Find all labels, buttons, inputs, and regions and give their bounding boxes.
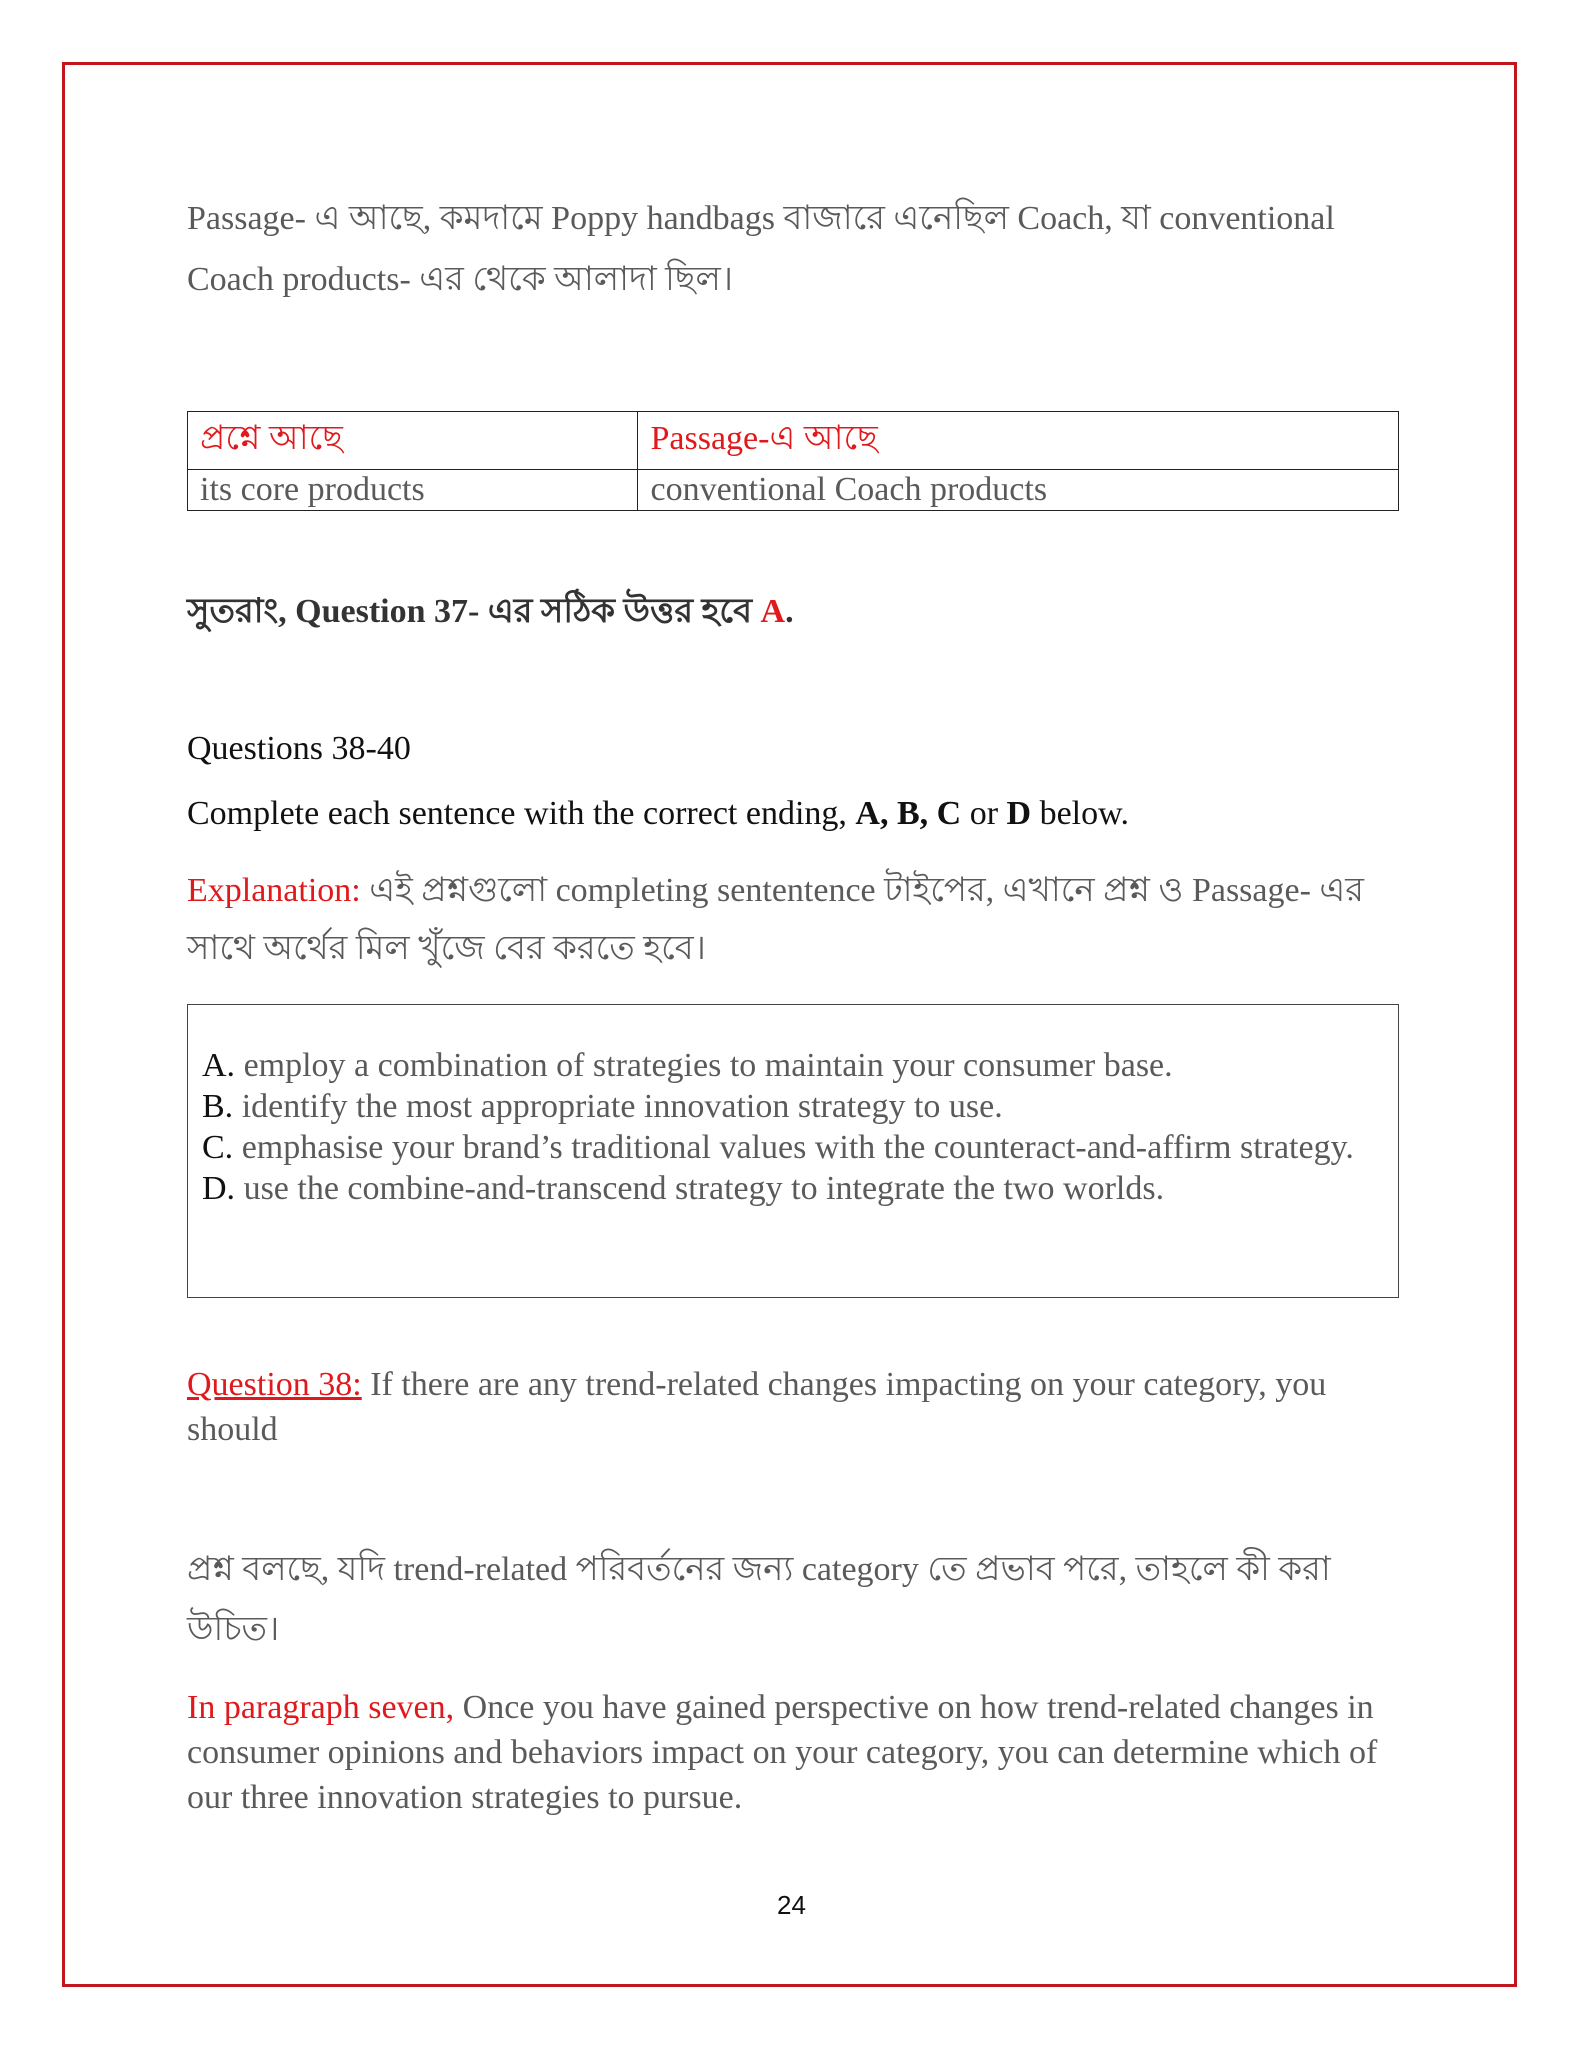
paragraph-seven-text: Once you have gained perspective on how trend-related changes in consumer opinions and behaviors impact on your category, you can determine which of our three innovation strategies to pursue. — [187, 1689, 1378, 1816]
question-38 — [187, 1362, 1397, 1452]
instruction-or: or — [961, 795, 1007, 832]
intro-text: Passage- এ আছে, কমদামে Poppy handbags বাজারে এনেছিল Coach, যা conventional Coach products- এর থেকে আলাদা ছিল। — [187, 200, 1335, 298]
question-38-text: If there are any trend-related changes impacting on your category, you should — [187, 1366, 1327, 1448]
question-38-label: Question 38: — [187, 1366, 362, 1403]
option-text: use the combine-and-transcend strategy to integrate the two worlds. — [235, 1170, 1165, 1207]
conclusion-period: . — [785, 593, 794, 630]
instruction-suffix: below. — [1031, 795, 1129, 832]
instruction-letters: A, B, C — [855, 795, 962, 832]
explanation-label: Explanation: — [187, 872, 361, 909]
table-cell-question: its core products — [188, 470, 638, 511]
table-header-question: প্রশ্নে আছে — [188, 412, 638, 470]
option-a — [202, 1045, 1384, 1086]
option-c — [202, 1127, 1384, 1168]
page-number: 24 — [777, 1890, 806, 1920]
questions-heading: Questions 38-40 — [187, 730, 411, 767]
instruction-prefix: Complete each sentence with the correct ending, — [187, 795, 856, 832]
table-header-row — [188, 412, 1399, 470]
option-text: identify the most appropriate innovation strategy to use. — [233, 1088, 1003, 1125]
intro-paragraph — [187, 188, 1397, 310]
paragraph-seven — [187, 1685, 1397, 1820]
explanation-text: এই প্রশ্নগুলো completing sententence টাইপের, এখানে প্রশ্ন ও Passage- এর সাথে অর্থের মিল খুঁজে বের করতে হবে। — [187, 872, 1364, 967]
conclusion-text: সুতরাং, Question 37- এর সঠিক উত্তর হবে — [187, 593, 761, 630]
option-text: emphasise your brand’s traditional values with the counteract-and-affirm strategy. — [233, 1129, 1354, 1166]
options-box — [187, 1004, 1399, 1298]
question-38-bangla — [187, 1540, 1397, 1660]
instruction-last-letter: D — [1006, 795, 1032, 832]
table-header-passage: Passage-এ আছে — [638, 412, 1399, 470]
option-letter: B. — [202, 1088, 234, 1125]
option-letter: C. — [202, 1129, 234, 1166]
table-row — [188, 470, 1399, 511]
option-b — [202, 1086, 1384, 1127]
option-letter: A. — [202, 1047, 236, 1084]
option-letter: D. — [202, 1170, 236, 1207]
question-38-bangla-text: প্রশ্ন বলছে, যদি trend-related পরিবর্তনের জন্য category তে প্রভাব পরে, তাহলে কী করা উচিত। — [187, 1551, 1331, 1648]
instruction-line — [187, 795, 1129, 833]
comparison-table — [187, 411, 1399, 511]
q37-conclusion — [187, 585, 794, 642]
paragraph-seven-label: In paragraph seven, — [187, 1689, 455, 1726]
option-d — [202, 1168, 1384, 1209]
conclusion-answer: A — [760, 593, 786, 630]
table-cell-passage: conventional Coach products — [638, 470, 1399, 511]
option-text: employ a combination of strategies to maintain your consumer base. — [235, 1047, 1173, 1084]
explanation-paragraph — [187, 862, 1397, 978]
